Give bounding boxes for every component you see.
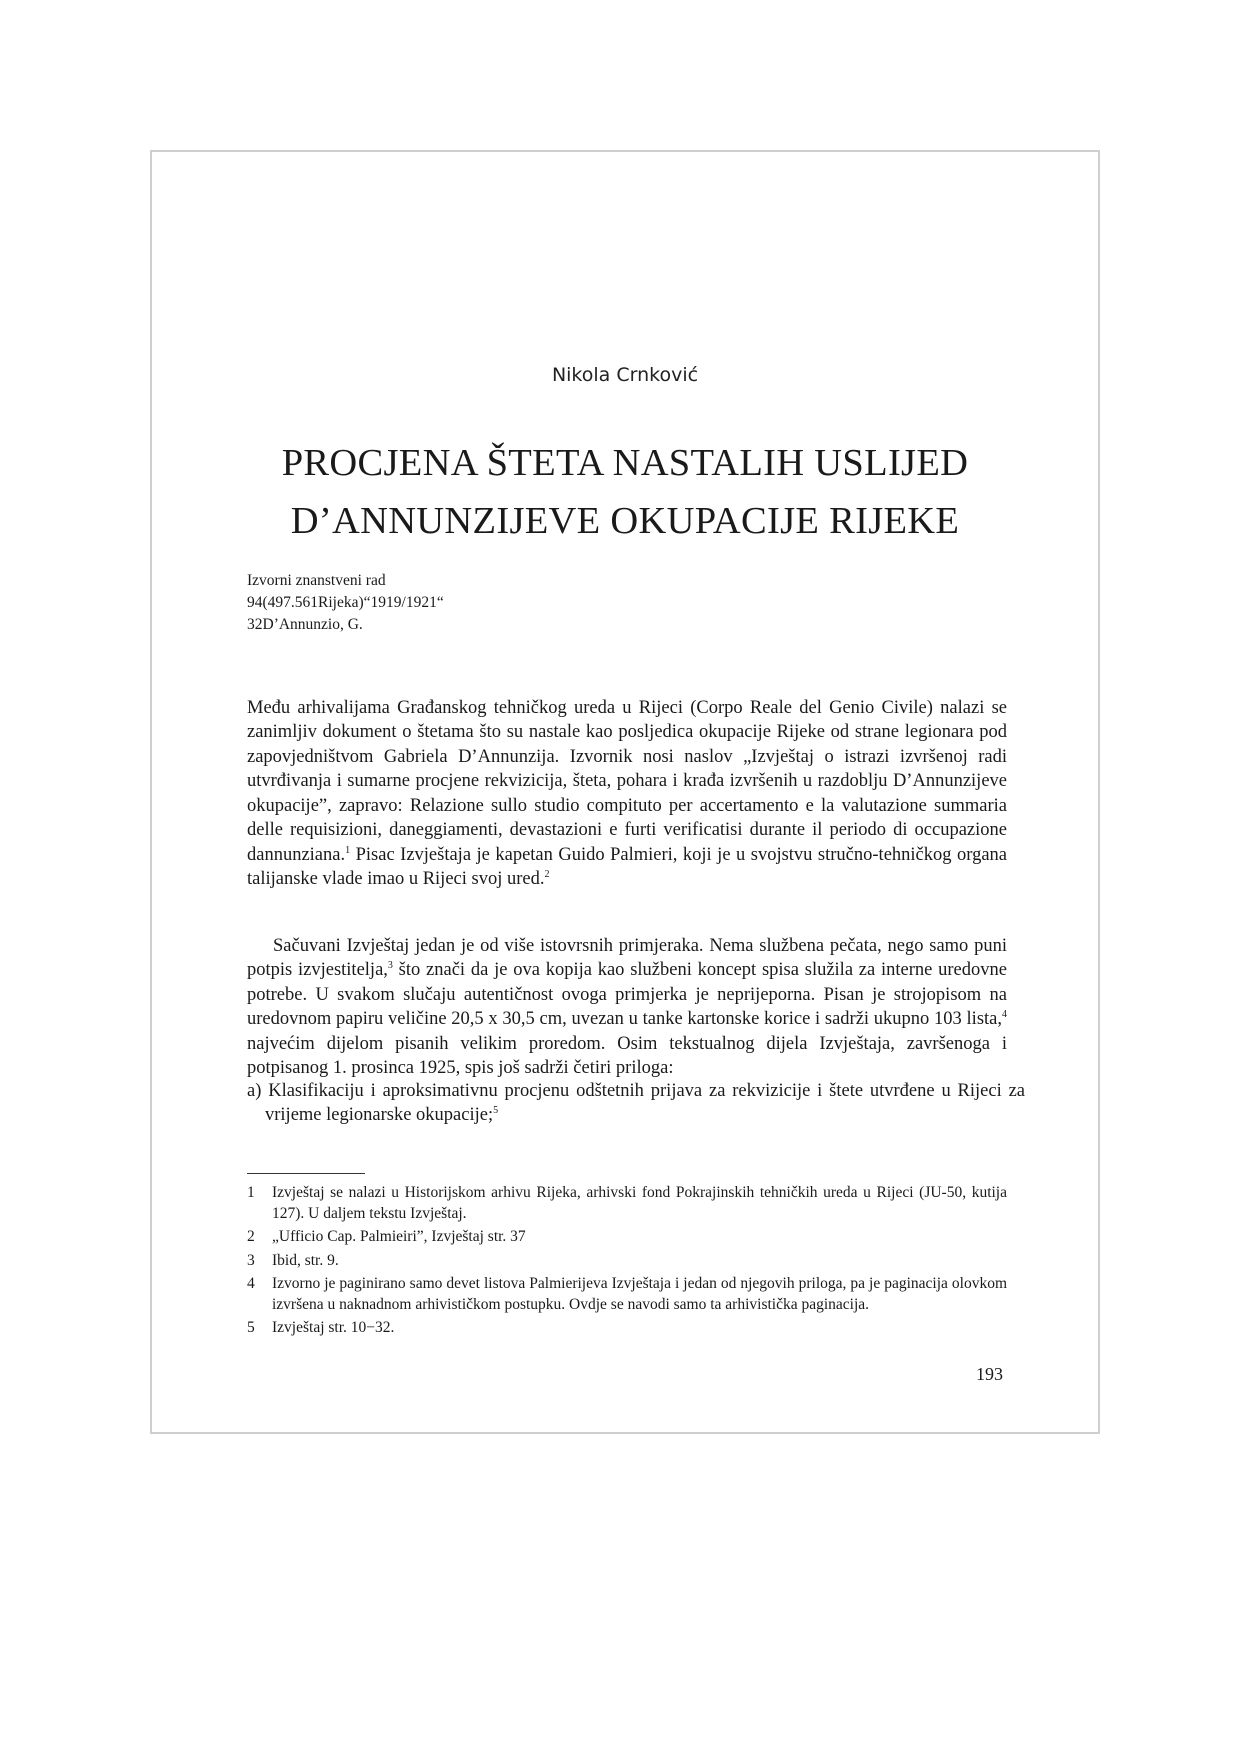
footnote-text: „Ufficio Cap. Palmieiri”, Izvještaj str. 37 — [272, 1228, 526, 1245]
author-name: Nikola Crnković — [551, 364, 699, 386]
udc-subject: 32D’Annunzio, G. — [247, 616, 363, 633]
footnote-4 — [247, 1274, 1007, 1315]
list-item-text: a) Klasifikaciju i aproksimativnu procjenu odštetnih prijava za rekvizicije i štete utvrđene u Rijeci za vrijeme legionarske okupacije; — [247, 1080, 1025, 1125]
paragraph-text: najvećim dijelom pisanih velikim proredom. Osim tekstualnog dijela Izvještaja, završenoga i potpisanog 1. prosinca 1925, spis još sadrži četiri priloga: — [247, 1033, 1007, 1078]
document-page — [150, 150, 1100, 1434]
footnote-3 — [247, 1251, 1007, 1272]
footnote-number: 5 — [247, 1319, 255, 1336]
footnote-2 — [247, 1227, 1007, 1248]
udc-code: 94(497.561Rijeka)“1919/1921“ — [247, 594, 444, 611]
page-number: 193 — [976, 1364, 1003, 1384]
article-title — [192, 434, 1058, 550]
footnote-ref-5[interactable]: 5 — [493, 1104, 499, 1116]
paragraph-text: Pisac Izvještaja je kapetan Guido Palmieri, koji je u svojstvu stručno-tehničkog organa talijanske vlade imao u Rijeci svoj ured. — [247, 844, 1007, 889]
paragraph-text: Sačuvani Izvještaj jedan je od više istovrsnih primjeraka. Nema službena pečata, nego samo puni potpis izvjestitelja, — [247, 935, 1007, 980]
paragraph-text: što znači da je ova kopija kao službeni koncept spisa služila za interne uredovne potrebe. U svakom slučaju autentičnost ovoga primjerka je neprijeporna. Pisan je strojopisom na uredovnom papiru veličine 20,5 x 30,5 cm, uvezan u tanke kartonske korice i sadrži ukupno 103 lista, — [247, 960, 1007, 1029]
footnote-separator — [247, 1173, 365, 1174]
paragraph-text: Među arhivalijama Građanskog tehničkog ureda u Rijeci (Corpo Reale del Genio Civile) nalazi se zanimljiv dokument o štetama što su nastale kao posljedica okupacije Rijeke od strane legionara pod zapovjedništvom Gabriela D’Annunzija. Izvornik nosi naslov „Izvještaj o istrazi izvršenoj radi utvrđivanja i sumarne procjene rekvizicija, šteta, pohara i krađa izvršenih u razdoblju D’Annunzijeve okupacije”, zapravo: Relazione sullo studio compituto per accertamento e la valutazione summaria delle requisizioni, daneggiamenti, devastazioni e furti verificatisi durante il periodo di occupazione dannunziana. — [247, 697, 1007, 865]
footnote-5 — [247, 1318, 1007, 1339]
footnote-number: 3 — [247, 1251, 255, 1269]
footnotes — [247, 1183, 1007, 1342]
footnote-ref-1[interactable]: 1 — [345, 844, 351, 856]
footnote-text: Ibid, str. 9. — [272, 1251, 339, 1269]
footnote-ref-3[interactable]: 3 — [387, 959, 393, 971]
footnote-text: Izvještaj str. 10−32. — [272, 1319, 395, 1336]
title-line-2: D’ANNUNZIJEVE OKUPACIJE RIJEKE — [290, 500, 960, 542]
footnote-number: 2 — [247, 1228, 255, 1245]
body-paragraph-2 — [247, 934, 1007, 1081]
list-item-a — [247, 1079, 1025, 1128]
footnote-ref-2[interactable]: 2 — [544, 868, 550, 880]
paper-type: Izvorni znanstveni rad — [247, 572, 386, 589]
footnote-number: 4 — [247, 1275, 255, 1292]
classification-block — [247, 570, 444, 636]
footnote-ref-4[interactable]: 4 — [1002, 1008, 1007, 1020]
footnote-number: 1 — [247, 1184, 255, 1201]
body-paragraph-1 — [247, 696, 1007, 892]
footnote-text: Izvorno je paginirano samo devet listova Palmierijeva Izvještaja i jedan od njegovih priloga, pa je paginacija olovkom izvršena u naknadnom arhivističkom postupku. Ovdje se navodi samo ta arhivistička paginacija. — [272, 1275, 1007, 1313]
footnote-1 — [247, 1183, 1007, 1224]
footnote-text: Izvještaj se nalazi u Historijskom arhivu Rijeka, arhivski fond Pokrajinskih tehničkih ureda u Rijeci (JU-50, kutija 127). U daljem tekstu Izvještaj. — [272, 1184, 1007, 1222]
title-line-1: PROCJENA ŠTETA NASTALIH USLIJED — [281, 442, 969, 484]
